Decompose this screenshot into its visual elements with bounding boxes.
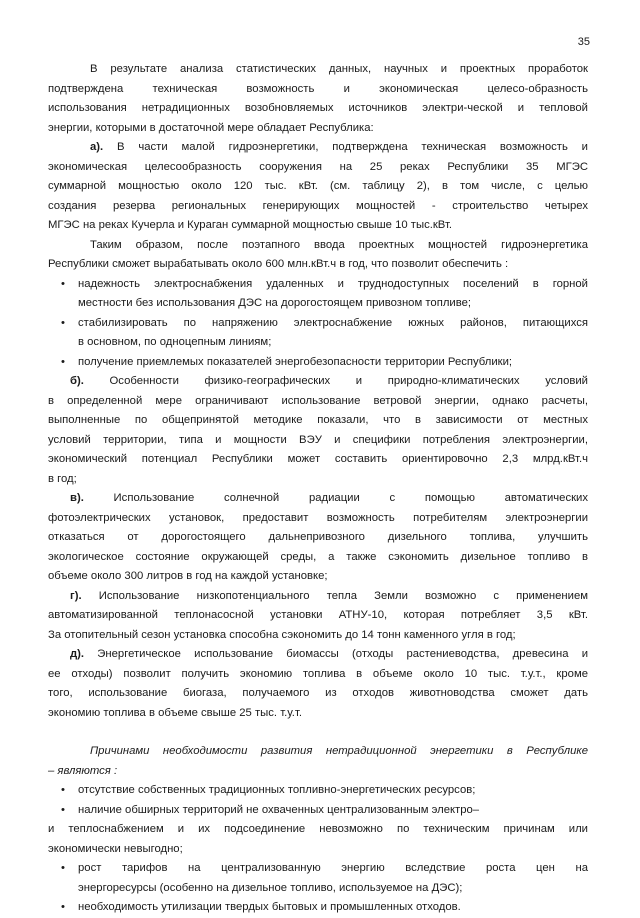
bullet-continuation (48, 879, 588, 899)
paragraph-line (48, 626, 588, 646)
paragraph-first-line (48, 645, 588, 665)
line-text: отказаться от дорогостоящего дальнепривозного дизельного топлива, улучшить (48, 531, 588, 543)
paragraph-first-line (48, 820, 588, 840)
bullet-icon: • (61, 862, 65, 874)
paragraph-line (48, 470, 588, 490)
line-text: Республики сможет вырабатывать около 600 млн.кВт.ч в год, что позволит обеспечить : (48, 258, 509, 270)
paragraph-line (48, 177, 588, 197)
paragraph-line (48, 158, 588, 178)
line-text: выполненные по общепринятой методике показали, что в зависимости от местных (48, 414, 588, 426)
paragraph-line (48, 567, 588, 587)
line-text: в год; (48, 472, 77, 485)
paragraph-line (48, 684, 588, 704)
line-text: подтверждена техническая возможность и экономическая целесо-образность (48, 82, 588, 95)
line-text: в основном, по одноцепным линиям; (78, 336, 272, 348)
spacer (48, 723, 588, 742)
line-text: использования нетрадиционных возобновляемых источников электри-ческой и тепловой (48, 102, 588, 114)
line-text: В результате анализа статистических данных, научных и проектных проработок (90, 63, 588, 75)
line-text: – являются : (48, 764, 118, 777)
document-body (48, 60, 588, 918)
section-label: а). (90, 141, 104, 153)
line-text: Использование солнечной радиации с помощью автоматических (83, 492, 588, 504)
line-text: энергии, которыми в достаточной мере обладает Республика: (48, 121, 374, 134)
paragraph-line (48, 450, 588, 470)
line-text: экономически невыгодно; (48, 842, 183, 855)
line-text: экономический потенциал Республики может составить ориентировочно 2,3 млрд.кВт.ч (48, 453, 588, 465)
line-text: За отопительный сезон установка способна сэкономить до 14 тонн каменного угля в год; (48, 628, 516, 641)
bullet-icon: • (61, 277, 65, 290)
line-text: того, использование биогаза, получаемого из отходов животноводства сможет дать (48, 687, 588, 699)
line-text: стабилизировать по напряжению электроснабжение южных районов, питающихся (78, 316, 588, 329)
paragraph-line (48, 119, 588, 139)
paragraph-line (48, 80, 588, 100)
paragraph-line (48, 704, 588, 724)
bullet-icon: • (61, 803, 65, 816)
paragraph-first-line (48, 372, 588, 392)
line-text: отсутствие собственных традиционных топливно-энергетических ресурсов; (78, 784, 476, 796)
bullet-icon: • (61, 901, 65, 913)
paragraph-line (48, 99, 588, 119)
page-number: 35 (577, 36, 590, 48)
paragraph-first-line (48, 489, 588, 509)
line-text: местности без использования ДЭС на дорогостоящем привозном топливе; (78, 297, 472, 309)
paragraph-line (48, 665, 588, 685)
bullet-item (48, 859, 588, 879)
bullet-item (48, 781, 588, 801)
bullet-item (48, 801, 588, 821)
section-label: г). (70, 589, 82, 602)
section-label: д). (70, 648, 85, 660)
bullet-continuation (48, 294, 588, 314)
section-label: в). (70, 492, 84, 504)
line-text: Особенности физико-географических и природно-климатических условий (83, 375, 588, 387)
paragraph-line (48, 840, 588, 860)
paragraph-first-line (48, 587, 588, 607)
line-text: экономическая целесообразность сооружения на 25 реках Республики 35 МГЭС (48, 160, 588, 173)
bullet-item (48, 275, 588, 295)
section-label: б). (70, 375, 84, 387)
paragraph-first-line (48, 236, 588, 256)
line-text: надежность электроснабжения удаленных и труднодоступных поселений в горной (78, 277, 588, 290)
line-text: энергоресурсы (особенно на дизельное топливо, используемое на ДЭС); (78, 881, 463, 894)
line-text: Причинами необходимости развития нетрадиционной энергетики в Республике (90, 745, 588, 757)
paragraph-line (48, 216, 588, 236)
paragraph-first-line (48, 60, 588, 80)
line-text: Таким образом, после поэтапного ввода проектных мощностей гидроэнергетика (90, 238, 588, 251)
line-text: ее отходы) позволит получить экономию топлива в объеме около 10 тыс. т.у.т., кроме (48, 667, 588, 680)
line-text: наличие обширных территорий не охваченных централизованным электро– (78, 803, 480, 816)
paragraph-line (48, 509, 588, 529)
paragraph-first-line (48, 742, 588, 762)
paragraph-line (48, 411, 588, 431)
paragraph-line (48, 431, 588, 451)
line-text: автоматизированной теплонасосной установки АТНУ-10, которая потребляет 3,5 кВт. (48, 609, 588, 621)
line-text: и теплоснабжением и их подсоединение невозможно по техническим причинам или (48, 823, 588, 835)
line-text: создания резерва региональных генерирующих мощностей - строительство четырех (48, 199, 588, 212)
paragraph-line (48, 255, 588, 275)
paragraph-line (48, 392, 588, 412)
line-text: необходимость утилизации твердых бытовых и промышленных отходов. (78, 901, 461, 913)
bullet-item (48, 353, 588, 373)
line-text: условий территории, типа и мощности ВЭУ и специфики потребления электроэнергии, (48, 433, 588, 446)
bullet-item (48, 898, 588, 918)
bullet-icon: • (61, 784, 65, 796)
line-text: фотоэлектрических установок, предоставит возможность потребителям электроэнергии (48, 511, 588, 524)
bullet-item (48, 314, 588, 334)
paragraph-line (48, 762, 588, 782)
paragraph-line (48, 197, 588, 217)
paragraph-line (48, 528, 588, 548)
line-text: экологическое состояние окружающей среды, а также сэкономить дизельное топливо в (48, 550, 588, 563)
bullet-icon: • (61, 316, 65, 329)
line-text: Энергетическое использование биомассы (отходы растениеводства, древесина и (84, 648, 588, 660)
line-text: В части малой гидроэнергетики, подтверждена техническая возможность и (103, 141, 588, 153)
line-text: МГЭС на реках Кучерла и Кураган суммарной мощностью свыше 10 тыс.кВт. (48, 219, 453, 231)
line-text: суммарной мощностью около 120 тыс. кВт. (см. таблицу 2), в том числе, с целью (48, 180, 588, 192)
line-text: в определенной мере ограничивают использование ветровой энергии, однако расчеты, (48, 394, 588, 407)
line-text: экономию топлива в объеме свыше 25 тыс. т.у.т. (48, 706, 302, 719)
line-text: рост тарифов на централизованную энергию вследствие роста цен на (78, 862, 588, 874)
paragraph-line (48, 548, 588, 568)
bullet-icon: • (61, 355, 65, 368)
line-text: получение приемлемых показателей энергобезопасности территории Республики; (78, 355, 513, 368)
line-text: объеме около 300 литров в год на каждой установке; (48, 570, 328, 582)
paragraph-first-line (48, 138, 588, 158)
line-text: Использование низкопотенциального тепла Земли возможно с применением (81, 589, 588, 602)
bullet-continuation (48, 333, 588, 353)
paragraph-line (48, 606, 588, 626)
